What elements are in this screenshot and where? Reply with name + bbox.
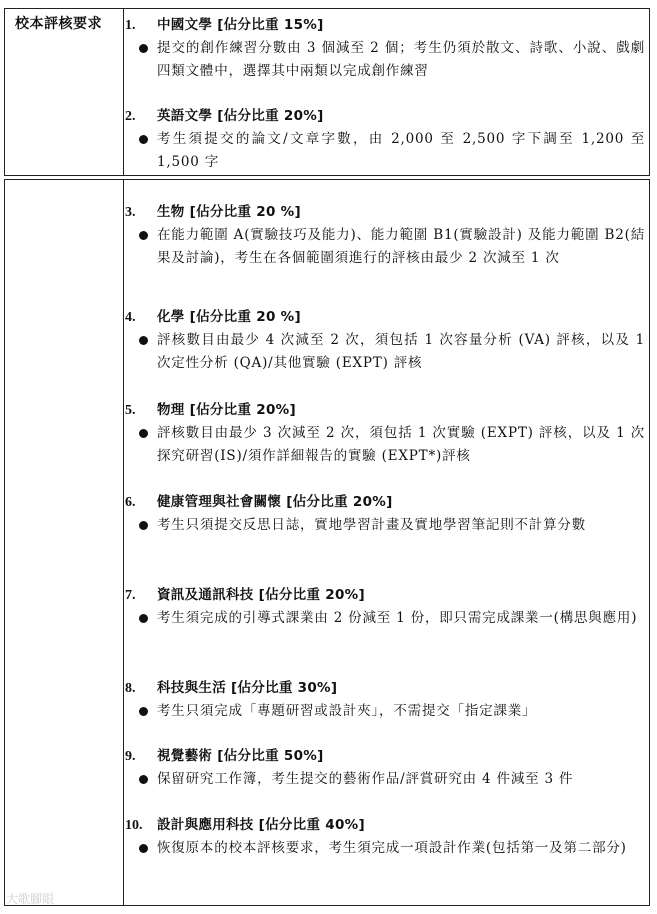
bullet-icon (125, 768, 157, 791)
section-number: 3. (125, 205, 136, 220)
section-number: 5. (125, 403, 136, 418)
section-bullet-text: 恢復原本的校本評核要求，考生須完成一項設計作業(包括第一及第二部分) (157, 840, 627, 856)
section-bullet-text: 在能力範圍 A(實驗技巧及能力)、能力範圍 B1(實驗設計) 及能力範圍 B2(結果及討論)，考生在各個範圍須進行的評核由最少 2 次減至 1 次 (157, 227, 645, 266)
column-divider (123, 9, 124, 175)
bullet-icon (125, 700, 157, 723)
bullet-icon (125, 607, 157, 630)
watermark: 大歌腳眼 (6, 892, 55, 906)
section-bullet-text: 評核數目由最少 4 次減至 2 次，須包括 1 次容量分析 (VA) 評核，以及 1 次定性分析 (QA)/其他實驗 (EXPT) 評核 (157, 332, 645, 371)
section-bullet-text: 評核數目由最少 3 次減至 2 次，須包括 1 次實驗 (EXPT) 評核，以及 1 次探究研習(IS)/須作詳細報告的實驗 (EXPT*)評核 (157, 425, 645, 464)
subject-section (125, 200, 645, 270)
subject-section (125, 676, 645, 723)
section-number: 7. (125, 588, 136, 603)
table-block-bottom (4, 179, 650, 906)
subject-section (125, 813, 645, 860)
subject-section (125, 13, 645, 83)
bullet-icon (125, 837, 157, 860)
section-title: 資訊及通訊科技 [佔分比重 20%] (157, 587, 365, 603)
assessment-label: 校本評核要求 (15, 16, 102, 32)
section-title: 化學 [佔分比重 20 %] (157, 309, 301, 325)
section-title: 英語文學 [佔分比重 20%] (157, 108, 324, 124)
section-bullet-text: 考生須提交的論文/文章字數，由 2,000 至 2,500 字下調至 1,200 至 1,500 字 (157, 131, 645, 170)
section-title: 健康管理與社會關懷 [佔分比重 20%] (157, 494, 393, 510)
bullet-icon (125, 128, 157, 174)
section-bullet-text: 考生須完成的引導式課業由 2 份減至 1 份，即只需完成課業一(構思與應用) (157, 610, 638, 626)
section-title: 中國文學 [佔分比重 15%] (157, 17, 324, 33)
section-number: 9. (125, 749, 136, 764)
bullet-icon (125, 514, 157, 537)
section-number: 8. (125, 681, 136, 696)
section-title: 科技與生活 [佔分比重 30%] (157, 680, 338, 696)
section-number: 1. (125, 18, 136, 33)
subject-section (125, 744, 645, 791)
bullet-icon (125, 224, 157, 270)
section-title: 視覺藝術 [佔分比重 50%] (157, 748, 324, 764)
section-number: 4. (125, 310, 136, 325)
section-title: 物理 [佔分比重 20%] (157, 402, 296, 418)
section-title: 設計與應用科技 [佔分比重 40%] (157, 817, 365, 833)
bullet-icon (125, 329, 157, 375)
subject-section (125, 305, 645, 375)
subject-section (125, 583, 645, 630)
subject-section (125, 490, 645, 537)
section-bullet-text: 提交的創作練習分數由 3 個減至 2 個；考生仍須於散文、詩歌、小說、戲劇四類文體中，選擇其中兩類以完成創作練習 (157, 40, 645, 79)
section-bullet-text: 考生只須提交反思日誌，實地學習計畫及實地學習筆記則不計算分數 (157, 517, 586, 533)
section-number: 2. (125, 109, 136, 124)
column-divider (123, 180, 124, 905)
section-number: 10. (125, 818, 143, 833)
section-number: 6. (125, 495, 136, 510)
section-bullet-text: 保留研究工作簿，考生提交的藝術作品/評賞研究由 4 件減至 3 件 (157, 771, 574, 787)
subject-section (125, 104, 645, 174)
subject-section (125, 398, 645, 468)
bullet-icon (125, 422, 157, 468)
section-bullet-text: 考生只須完成「專題研習或設計夾」，不需提交「指定課業」 (157, 703, 537, 719)
bullet-icon (125, 37, 157, 83)
section-title: 生物 [佔分比重 20 %] (157, 204, 301, 220)
